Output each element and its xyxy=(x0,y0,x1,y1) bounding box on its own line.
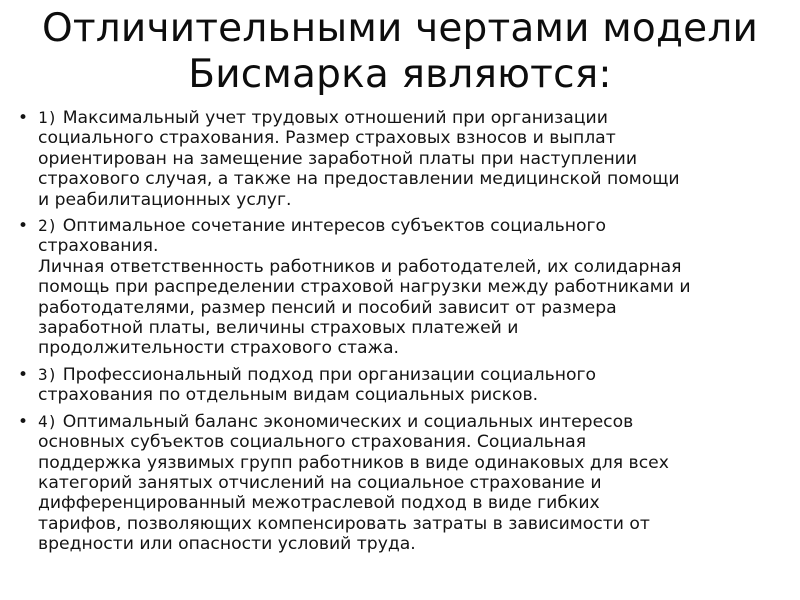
list-item-line: помощь при распределении страховой нагрузки между работниками и xyxy=(38,277,691,298)
list-item-line: тарифов, позволяющих компенсировать затраты в зависимости от xyxy=(38,513,650,534)
list-item-line: Личная ответственность работников и работодателей, их солидарная xyxy=(38,256,682,277)
bullet-icon: • xyxy=(18,411,29,432)
bullet-list xyxy=(18,108,793,561)
list-item-text: Оптимальное сочетание интересов субъектов социального xyxy=(57,216,607,237)
item-number: 1) xyxy=(38,108,58,127)
list-item-line: и реабилитационных услуг. xyxy=(38,189,292,210)
item-number: 2) xyxy=(38,216,58,236)
list-item xyxy=(18,108,793,210)
slide-title-line: Отличительными чертами модели xyxy=(41,6,759,51)
list-item xyxy=(18,216,793,359)
bullet-icon: • xyxy=(18,216,29,237)
bullet-icon: • xyxy=(18,364,29,385)
item-number: 4) xyxy=(38,411,58,431)
list-item-line: социального страхования. Размер страховых взносов и выплат xyxy=(38,128,616,149)
list-item-text: Оптимальный баланс экономических и социальных интересов xyxy=(57,411,634,432)
list-item-line xyxy=(38,412,793,432)
list-item-line xyxy=(38,365,793,385)
item-number: 3) xyxy=(38,364,58,384)
list-item-line: категорий занятых отчислений на социальное страхование и xyxy=(38,472,602,493)
bullet-icon: • xyxy=(18,108,29,128)
list-item xyxy=(18,412,793,555)
list-item-line: поддержка уязвимых групп работников в виде одинаковых для всех xyxy=(38,452,669,473)
list-item-line: продолжительности страхового стажа. xyxy=(38,338,399,359)
list-item-line: заработной платы, величины страховых платежей и xyxy=(38,318,519,339)
list-item-line: работодателями, размер пенсий и пособий зависит от размера xyxy=(38,297,617,318)
list-item-line: ориентирован на замещение заработной платы при наступлении xyxy=(38,148,638,169)
slide-title xyxy=(0,6,800,98)
list-item-line: дифференцированный межотраслевой подход в виде гибких xyxy=(38,493,600,514)
list-item-line: страхования. xyxy=(38,236,159,257)
list-item-line xyxy=(38,216,793,236)
list-item-line xyxy=(38,108,793,128)
list-item-text: Профессиональный подход при организации социального xyxy=(57,364,597,385)
list-item-line: страхования по отдельным видам социальных рисков. xyxy=(38,385,539,406)
slide-title-line: Бисмарка являются: xyxy=(188,52,612,97)
list-item xyxy=(18,365,793,406)
list-item-text: Максимальный учет трудовых отношений при организации xyxy=(57,108,608,128)
list-item-line: страхового случая, а также на предоставлении медицинской помощи xyxy=(38,169,680,190)
list-item-line: основных субъектов социального страхования. Социальная xyxy=(38,432,587,453)
list-item-line: вредности или опасности условий труда. xyxy=(38,534,416,555)
